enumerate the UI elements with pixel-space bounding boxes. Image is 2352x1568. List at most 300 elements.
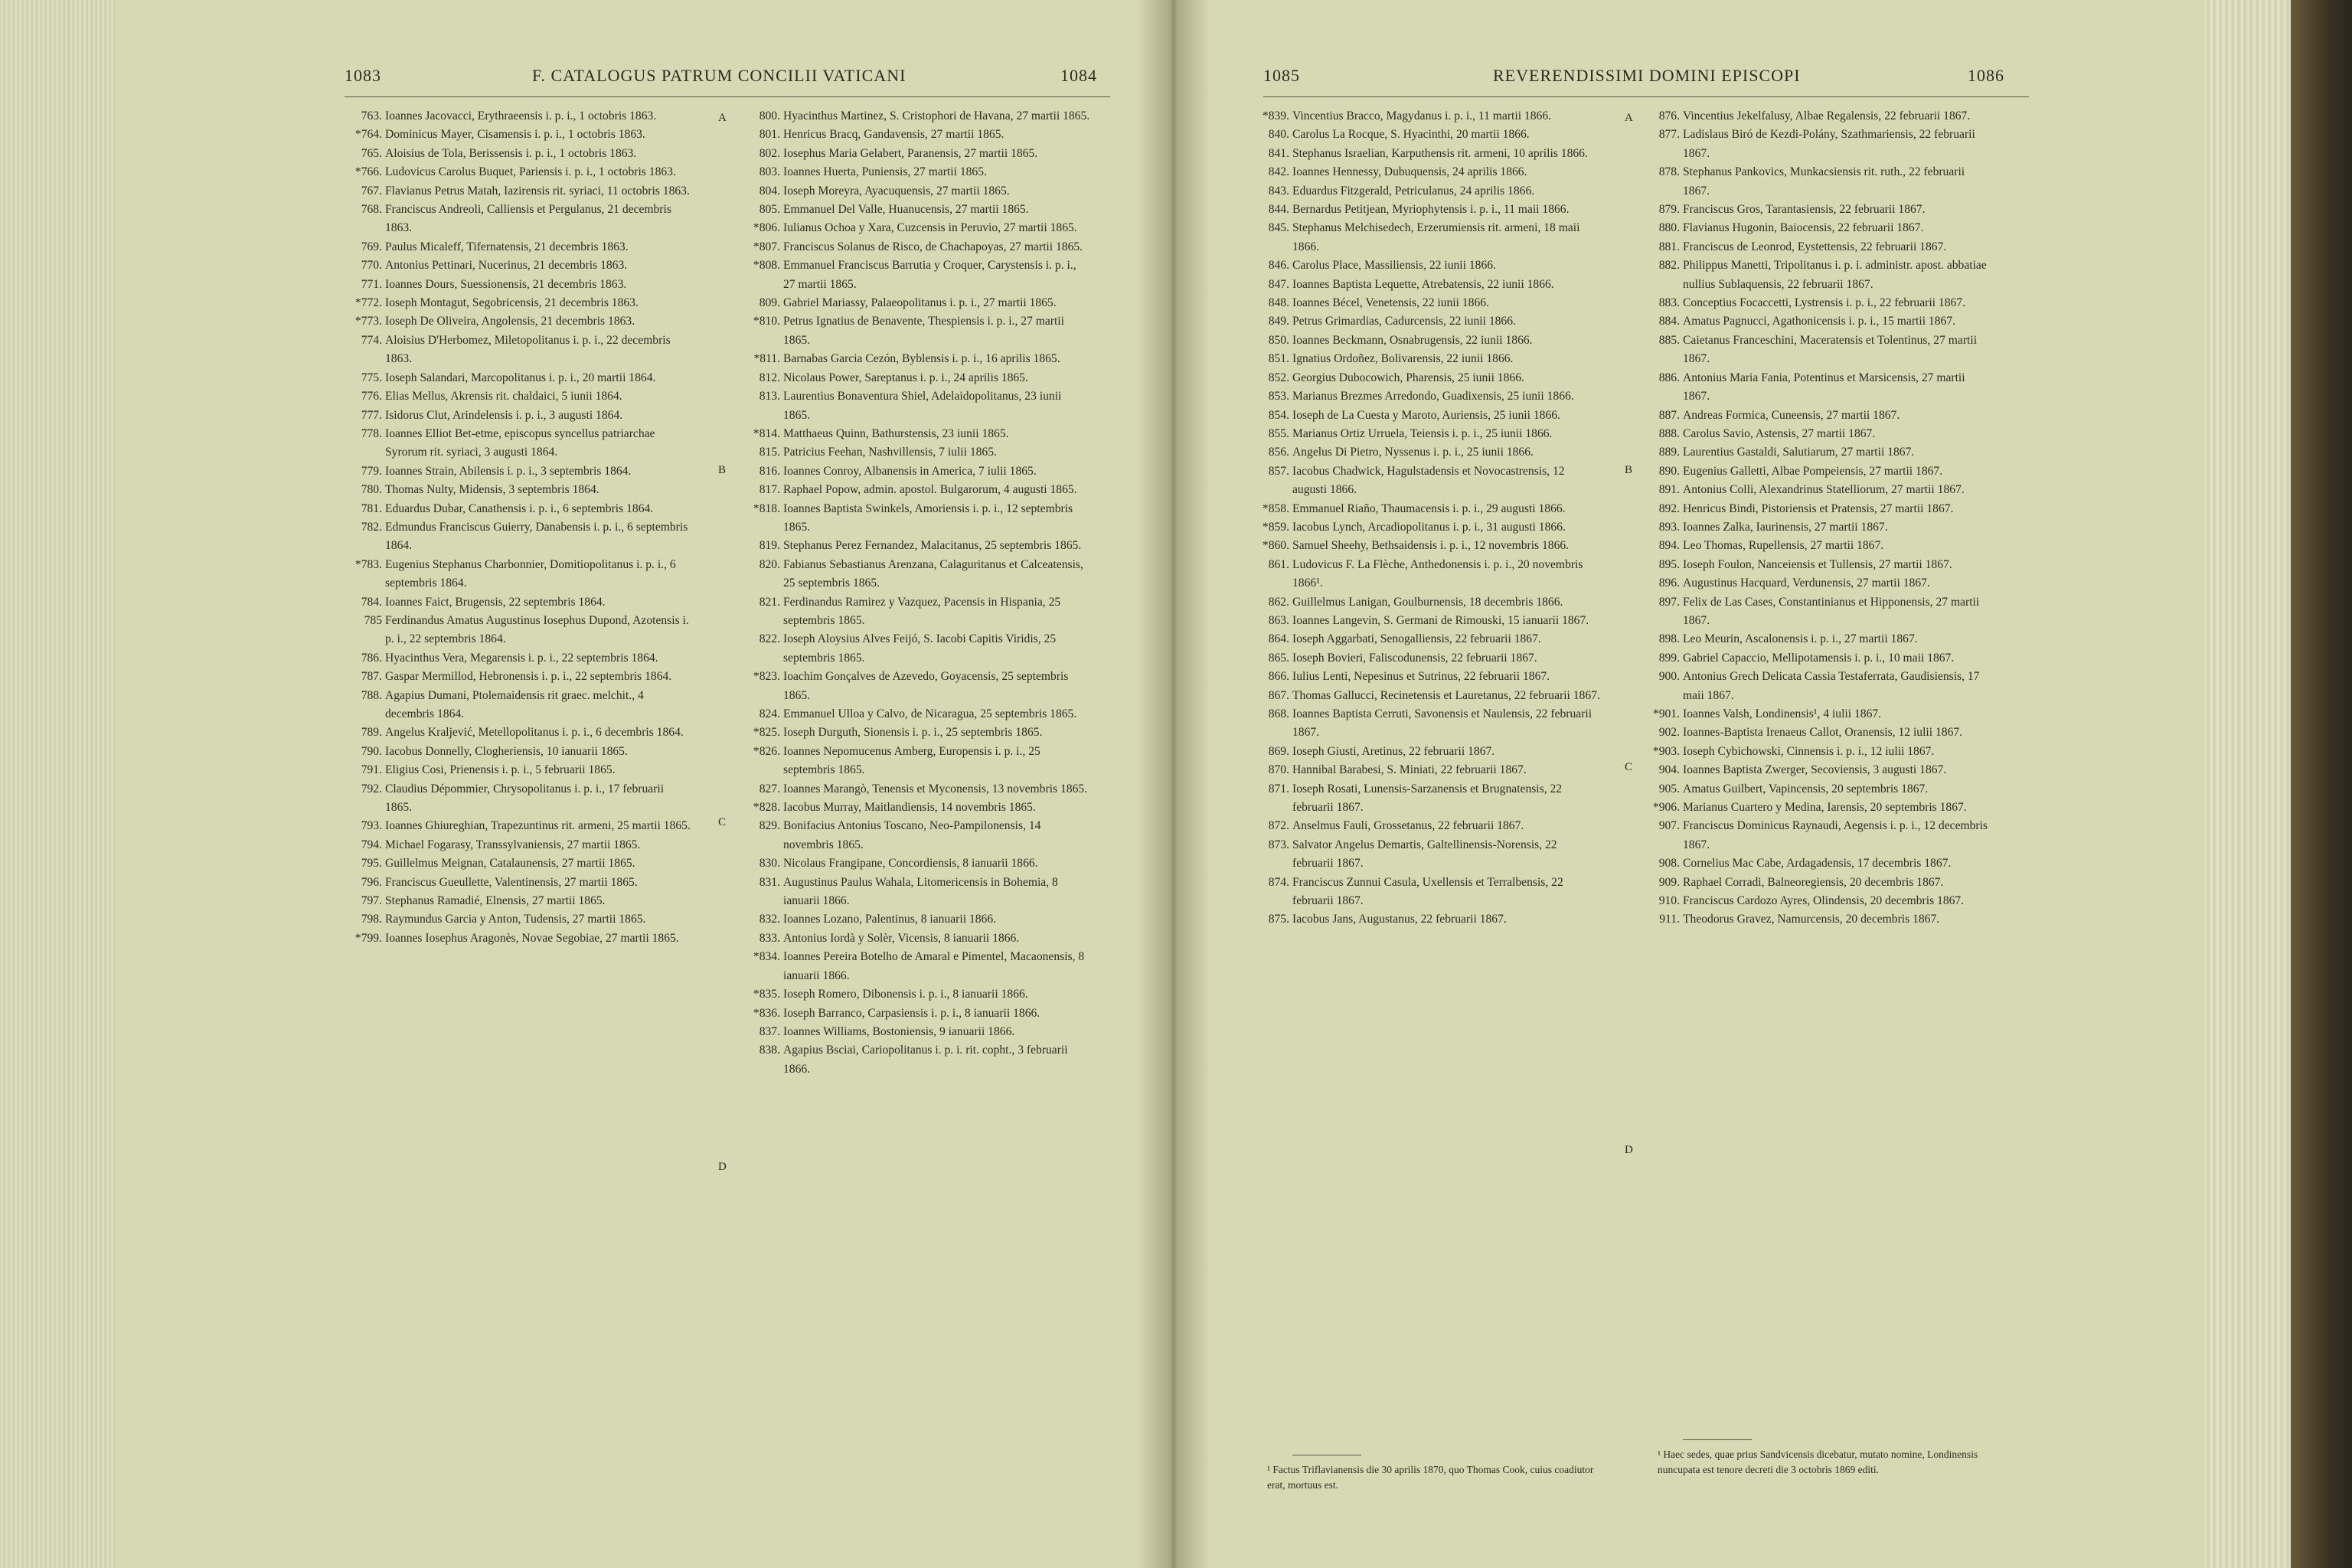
entry-number: 842. [1268,165,1289,179]
entry-number: 856. [1268,446,1289,459]
entry-text: Eugenius Galletti, Albae Pompeiensis, 27 martii 1867. [1683,464,1943,478]
catalog-entry [746,799,1091,817]
entry-number: 780. [361,483,382,497]
entry-number: 809. [759,296,780,310]
catalog-entry [348,126,693,144]
entry-text: Andreas Formica, Cuneensis, 27 martii 1867. [1683,408,1900,422]
entry-text: Ioannes Pereira Botelho de Amaral e Pimentel, Macaonensis, 8 ianuarii 1866. [783,950,1085,982]
entry-text: Flavianus Hugonin, Baiocensis, 22 februarii 1867. [1683,221,1924,235]
catalog-entry [348,425,693,462]
entry-number: 911. [1659,913,1680,926]
entry-number: 910. [1658,894,1680,908]
entry-number: *859. [1262,520,1289,534]
entry-text: Patricius Feehan, Nashvillensis, 7 iulii 1865. [783,446,997,459]
entry-number: 855. [1268,426,1289,440]
catalog-entry [348,107,693,126]
catalog-entry [1646,163,1991,201]
catalog-entry [1256,182,1600,201]
entry-number: 883. [1658,296,1680,310]
catalog-entry [1646,630,1991,648]
entry-number: 852. [1268,371,1289,384]
entry-number: 892. [1658,501,1680,515]
catalog-entry [1256,462,1600,500]
entry-text: Amatus Pagnucci, Agathonicensis i. p. i., 15 martii 1867. [1683,315,1956,328]
entry-text: Raphael Corradi, Balneoregiensis, 20 decembris 1867. [1683,875,1944,889]
entry-number: 862. [1268,595,1289,609]
catalog-entry [348,556,693,593]
entry-number: 798. [361,913,382,926]
catalog-entry [746,724,1091,742]
catalog-entry [1256,593,1600,612]
catalog-entry [348,780,693,818]
entry-text: Ioannes Strain, Abilensis i. p. i., 3 septembris 1864. [385,464,632,478]
entry-text: Theodorus Gravez, Namurcensis, 20 decembris 1867. [1683,913,1940,926]
entry-text: Ioannes Ghiureghian, Trapezuntinus rit. armeni, 25 martii 1865. [385,819,691,833]
entry-number: 849. [1268,315,1289,328]
entry-text: Ioannes-Baptista Irenaeus Callot, Oranensis, 12 iulii 1867. [1683,726,1963,740]
catalog-entry [1646,556,1991,574]
entry-text: Marianus Brezmes Arredondo, Guadixensis, 25 iunii 1866. [1292,390,1574,403]
entry-text: Augustinus Paulus Wahala, Litomericensis in Bohemia, 8 ianuarii 1866. [783,875,1058,908]
entry-text: Marianus Ortiz Urruela, Teiensis i. p. i., 25 iunii 1866. [1292,426,1553,440]
entry-text: Amatus Guilbert, Vapincensis, 20 septembris 1867. [1683,782,1929,795]
catalog-entry [746,705,1091,724]
margin-marker-a-right: A [1625,112,1633,124]
catalog-entry [348,874,693,892]
entry-text: Isidorus Clut, Arindelensis i. p. i., 3 augusti 1864. [385,408,623,422]
entry-text: Ioannes Faict, Brugensis, 22 septembris 1864. [385,595,606,609]
catalog-entry [348,387,693,406]
catalog-entry [746,387,1091,425]
entry-text: Franciscus Andreoli, Calliensis et Pergulanus, 21 decembris 1863. [385,203,671,235]
entry-number: 896. [1658,577,1680,590]
entry-number: 866. [1268,670,1289,684]
catalog-entry [1256,668,1600,686]
entry-text: Iacobus Murray, Maitlandiensis, 14 novembris 1865. [783,801,1036,815]
catalog-entry [1646,369,1991,407]
catalog-entry [348,817,693,835]
entry-text: Franciscus Cardozo Ayres, Olindensis, 20 decembris 1867. [1683,894,1965,908]
entry-text: Gaspar Mermillod, Hebronensis i. p. i., 22 septembris 1864. [385,670,672,684]
entry-number: 853. [1268,390,1289,403]
entry-number: 854. [1268,408,1289,422]
entry-text: Ioseph Cybichowski, Cinnensis i. p. i., 12 iulii 1867. [1683,744,1935,758]
entry-number: 793. [361,819,382,833]
entry-number: *766. [354,165,382,179]
catalog-entry [746,1004,1091,1023]
catalog-entry [1256,743,1600,761]
entry-text: Ioachim Gonçalves de Azevedo, Goyacensis, 25 septembris 1865. [783,670,1069,702]
catalog-entry [348,854,693,873]
entry-text: Stephanus Pankovics, Munkacsiensis rit. ruth., 22 februarii 1867. [1683,165,1965,198]
catalog-entry [348,256,693,275]
entry-number: 802. [759,146,780,160]
entry-text: Iulianus Ochoa y Xara, Cuzcensis in Peruvio, 27 martii 1865. [783,221,1077,235]
entry-text: Nicolaus Frangipane, Concordiensis, 8 ianuarii 1866. [783,857,1038,871]
catalog-entry [1646,537,1991,555]
entry-text: Iacobus Donnelly, Clogheriensis, 10 ianuarii 1865. [385,744,628,758]
catalog-entry [746,238,1091,256]
entry-text: Henricus Bindi, Pistoriensis et Pratensis, 27 martii 1867. [1683,501,1954,515]
catalog-entry [1256,649,1600,668]
entry-text: Ioseph Montagut, Segobricensis, 21 decembris 1863. [385,296,639,310]
entry-number: 769. [361,240,382,253]
entry-text: Carolus La Rocque, S. Hyacinthi, 20 martii 1866. [1292,128,1530,142]
footnote-rule-right [1683,1439,1752,1440]
entry-text: Flavianus Petrus Matah, Iazirensis rit. syriaci, 11 octobris 1863. [385,184,690,198]
entry-text: Ioannes Valsh, Londinensis¹, 4 iulii 1867. [1683,707,1882,720]
entry-number: 850. [1268,333,1289,347]
catalog-entry [1256,332,1600,350]
margin-marker-c-left: C [718,816,727,828]
catalog-entry [1646,761,1991,779]
catalog-entry [1646,910,1991,929]
catalog-entry [348,500,693,518]
entry-number: 908. [1658,857,1680,871]
entry-number: 830. [759,857,780,871]
entry-number: 805. [759,203,780,217]
entry-number: 843. [1268,184,1289,198]
entry-number: 788. [361,688,382,702]
catalog-entry [348,836,693,854]
entry-text: Agapius Bsciai, Cariopolitanus i. p. i. rit. copht., 3 februarii 1866. [783,1044,1068,1076]
catalog-entry [1646,425,1991,443]
catalog-entry [348,481,693,499]
entry-text: Cornelius Mac Cabe, Ardagadensis, 17 decembris 1867. [1683,857,1952,871]
footnote-left: ¹ Factus Triflavianensis die 30 aprilis 1870, quo Thomas Cook, cuius coadiutor erat, mortuus est. [1267,1464,1594,1491]
catalog-entry [348,163,693,181]
entry-number: 863. [1268,613,1289,627]
entry-number: 874. [1268,875,1289,889]
entry-number: 822. [759,632,780,646]
entry-text: Eduardus Dubar, Canathensis i. p. i., 6 septembris 1864. [385,501,654,515]
entry-text: Marianus Cuartero y Medina, Iarensis, 20 septembris 1867. [1683,801,1967,815]
entry-number: 784. [361,595,382,609]
catalog-entry [1646,649,1991,668]
entry-text: Ioannes Marangò, Tenensis et Myconensis, 13 novembris 1865. [783,782,1088,795]
entry-number: 803. [759,165,780,179]
entry-text: Ioseph Romero, Dibonensis i. p. i., 8 ianuarii 1866. [783,988,1028,1001]
catalog-entry [348,687,693,724]
entry-text: Ioannes Baptista Swinkels, Amoriensis i. p. i., 12 septembris 1865. [783,501,1073,534]
catalog-entry [1256,312,1600,331]
entry-number: 815. [759,446,780,459]
catalog-entry [1256,537,1600,555]
catalog-entry [746,425,1091,443]
entry-number: 763. [361,109,382,122]
entry-text: Conceptius Focaccetti, Lystrensis i. p. i., 22 februarii 1867. [1683,296,1965,310]
page-number-1083: 1083 [345,66,381,85]
entry-number: 817. [759,483,780,497]
catalog-entry [746,985,1091,1004]
catalog-entry [1646,892,1991,910]
entry-text: Anselmus Fauli, Grossetanus, 22 februarii 1867. [1292,819,1524,833]
entry-text: Gabriel Mariassy, Palaeopolitanus i. p. i., 27 martii 1865. [783,296,1057,310]
entry-text: Thomas Nulty, Midensis, 3 septembris 1864. [385,483,599,497]
entry-text: Angelus Kraljević, Metellopolitanus i. p. i., 6 decembris 1864. [385,726,684,740]
entry-number: *807. [753,240,780,253]
entry-number: 771. [361,277,382,291]
entry-number: 796. [361,875,382,889]
entry-number: 891. [1658,483,1680,497]
catalog-entry [1646,724,1991,742]
entry-text: Antonius Iordà y Solèr, Vicensis, 8 ianuarii 1866. [783,931,1020,945]
catalog-entry [1646,407,1991,425]
entry-text: Ioannes Hennessy, Dubuquensis, 24 aprilis 1866. [1292,165,1527,179]
entry-text: Antonius Pettinari, Nucerinus, 21 decembris 1863. [385,259,628,273]
entry-text: Salvator Angelus Demartis, Galtellinensis-Norensis, 22 februarii 1867. [1292,838,1557,871]
entry-text: Ioannes Williams, Bostoniensis, 9 ianuarii 1866. [783,1024,1015,1038]
entry-text: Eugenius Stephanus Charbonnier, Domitiopolitanus i. p. i., 6 septembris 1864. [385,557,676,590]
catalog-entry [746,107,1091,126]
catalog-entry [1646,874,1991,892]
catalog-entry [746,462,1091,481]
entry-number: 821. [759,595,780,609]
catalog-entry [1646,443,1991,462]
entry-text: Franciscus Solanus de Risco, de Chachapoyas, 27 martii 1865. [783,240,1083,253]
entry-number: *860. [1262,539,1289,553]
entry-text: Ioseph De Oliveira, Angolensis, 21 decembris 1863. [385,315,635,328]
right-page-column-2 [1646,107,1991,929]
catalog-entry [348,929,693,948]
entry-number: *839. [1262,109,1289,122]
entry-number: 781. [361,501,382,515]
entry-text: Hannibal Barabesi, S. Miniati, 22 februarii 1867. [1292,763,1527,777]
entry-number: *901. [1652,707,1680,720]
entry-text: Nicolaus Power, Sareptanus i. p. i., 24 aprilis 1865. [783,371,1028,384]
entry-number: 875. [1268,913,1289,926]
entry-number: 794. [361,838,382,851]
entry-number: *783. [354,557,382,571]
catalog-entry [1646,462,1991,481]
entry-text: Angelus Di Pietro, Nyssenus i. p. i., 25 iunii 1866. [1292,446,1534,459]
entry-number: 907. [1658,819,1680,833]
entry-text: Eligius Cosi, Prienensis i. p. i., 5 februarii 1865. [385,763,616,777]
left-page-column-1 [348,107,693,948]
entry-text: Stephanus Israelian, Karputhensis rit. armeni, 10 aprilis 1866. [1292,146,1588,160]
entry-number: 776. [361,390,382,403]
entry-number: 829. [759,819,780,833]
entry-text: Ioseph Moreyra, Ayacuquensis, 27 martii 1865. [783,184,1010,198]
catalog-entry [746,593,1091,631]
entry-text: Ioannes Beckmann, Osnabrugensis, 22 iunii 1866. [1292,333,1533,347]
entry-text: Carolus Savio, Astensis, 27 martii 1867. [1683,426,1876,440]
entry-number: 889. [1658,446,1680,459]
entry-text: Ioannes Bécel, Venetensis, 22 iunii 1866. [1292,296,1489,310]
entry-text: Raphael Popow, admin. apostol. Bulgarorum, 4 augusti 1865. [783,483,1077,497]
entry-number: 844. [1268,203,1289,217]
entry-number: 790. [361,744,382,758]
entry-number: 797. [361,894,382,908]
catalog-entry [1646,332,1991,369]
entry-text: Stephanus Ramadié, Elnensis, 27 martii 1865. [385,894,606,908]
catalog-entry [348,892,693,910]
entry-text: Ladislaus Biró de Kezdi-Polány, Szathmariensis, 22 februarii 1867. [1683,128,1975,160]
catalog-entry [1646,574,1991,593]
catalog-entry [1256,817,1600,835]
entry-number: *806. [753,221,780,235]
entry-text: Edmundus Franciscus Guierry, Danabensis i. p. i., 6 septembris 1864. [385,520,688,553]
entry-number: 786. [361,651,382,665]
catalog-entry [746,126,1091,144]
entry-number: 878. [1658,165,1680,179]
entry-number: 770. [361,259,382,273]
entry-text: Ludovicus F. La Flèche, Anthedonensis i. p. i., 20 novembris 1866¹. [1292,557,1583,590]
catalog-entry [348,294,693,312]
margin-marker-c-right: C [1625,761,1633,773]
entry-number: 831. [759,875,780,889]
margin-marker-d-left: D [718,1161,727,1173]
catalog-entry [746,182,1091,201]
catalog-entry [746,630,1091,668]
entry-text: Bernardus Petitjean, Myriophytensis i. p. i., 11 maii 1866. [1292,203,1570,217]
catalog-entry [1256,256,1600,275]
entry-number: 871. [1268,782,1289,795]
entry-text: Vincentius Jekelfalusy, Albae Regalensis, 22 februarii 1867. [1683,109,1971,122]
entry-number: 861. [1268,557,1289,571]
entry-number: 897. [1658,595,1680,609]
catalog-entry [1646,780,1991,799]
entry-text: Emmanuel Del Valle, Huanucensis, 27 martii 1865. [783,203,1029,217]
entry-number: *826. [753,744,780,758]
entry-number: 880. [1658,221,1680,235]
entry-text: Ioannes Dours, Suessionensis, 21 decembris 1863. [385,277,627,291]
catalog-entry [746,874,1091,911]
entry-text: Eduardus Fitzgerald, Petriculanus, 24 aprilis 1866. [1292,184,1535,198]
catalog-entry [746,1041,1091,1079]
entry-text: Ioannes Huerta, Puniensis, 27 martii 1865. [783,165,987,179]
entry-text: Ioseph Aggarbati, Senogalliensis, 22 februarii 1867. [1292,632,1541,646]
entry-text: Iulius Lenti, Nepesinus et Sutrinus, 22 februarii 1867. [1292,670,1550,684]
entry-number: 877. [1658,128,1680,142]
entry-text: Franciscus de Leonrod, Eystettensis, 22 februarii 1867. [1683,240,1947,253]
catalog-entry [1646,107,1991,126]
entry-number: 801. [759,128,780,142]
entry-text: Philippus Manetti, Tripolitanus i. p. i. administr. apost. abbatiae nullius Sublaquensis, 22 februarii 1867. [1683,259,1987,291]
catalog-entry [348,332,693,369]
entry-text: Claudius Dépommier, Chrysopolitanus i. p. i., 17 februarii 1865. [385,782,665,815]
entry-number: 765. [361,146,382,160]
entry-number: 884. [1658,315,1680,328]
entry-number: 879. [1658,203,1680,217]
entry-text: Ioseph Rosati, Lunensis-Sarzanensis et Brugnatensis, 22 februarii 1867. [1292,782,1563,815]
catalog-entry [1256,276,1600,294]
catalog-entry [746,481,1091,499]
catalog-entry [1256,425,1600,443]
margin-marker-b-left: B [718,464,727,476]
entry-text: Aloisius de Tola, Berissensis i. p. i., 1 octobris 1863. [385,146,637,160]
page-number-1085: 1085 [1263,66,1300,85]
entry-number: 895. [1658,557,1680,571]
entry-number: *811. [753,352,780,366]
catalog-entry [348,910,693,929]
entry-number: *810. [753,315,780,328]
entry-number: 841. [1268,146,1289,160]
entry-number: 840. [1268,128,1289,142]
entry-number: 857. [1268,464,1289,478]
right-page-column-1 [1256,107,1600,929]
entry-text: Agapius Dumani, Ptolemaidensis rit graec. melchit., 4 decembris 1864. [385,688,644,720]
entry-text: Emmanuel Riaño, Thaumacensis i. p. i., 29 augusti 1866. [1292,501,1566,515]
entry-number: 789. [361,726,382,740]
catalog-entry [348,612,693,649]
entry-text: Franciscus Dominicus Raynaudi, Aegensis i. p. i., 12 decembris 1867. [1683,819,1988,851]
entry-number: 890. [1658,464,1680,478]
entry-number: 812. [759,371,780,384]
entry-number: 827. [759,782,780,795]
catalog-entry [1256,687,1600,705]
catalog-entry [746,556,1091,593]
entry-number: 778. [361,426,382,440]
entry-text: Ioseph Giusti, Aretinus, 22 februarii 1867. [1292,744,1495,758]
catalog-entry [1256,201,1600,219]
entry-text: Felix de Las Cases, Constantinianus et Hipponensis, 27 martii 1867. [1683,595,1980,627]
entry-number: 837. [759,1024,780,1038]
catalog-entry [1256,443,1600,462]
margin-marker-d-right: D [1625,1144,1633,1156]
entry-number: *858. [1262,501,1289,515]
entry-number: 768. [361,203,382,217]
entry-number: 782. [361,520,382,534]
entry-number: 847. [1268,277,1289,291]
entry-number: *818. [753,501,780,515]
entry-text: Thomas Gallucci, Recinetensis et Lauretanus, 22 februarii 1867. [1292,688,1600,702]
entry-text: Ferdinandus Amatus Augustinus Iosephus Dupond, Azotensis i. p. i., 22 septembris 1864. [385,613,689,646]
catalog-entry [348,407,693,425]
entry-text: Guillelmus Lanigan, Goulburnensis, 18 decembris 1866. [1292,595,1563,609]
entry-number: 864. [1268,632,1289,646]
catalog-entry [746,854,1091,873]
entry-number: *814. [753,426,780,440]
entry-number: *764. [354,128,382,142]
entry-number: 870. [1268,763,1289,777]
catalog-entry [746,668,1091,705]
catalog-entry [1256,612,1600,630]
entry-number: *823. [753,670,780,684]
entry-text: Franciscus Gros, Tarantasiensis, 22 februarii 1867. [1683,203,1926,217]
catalog-entry [1646,256,1991,294]
catalog-entry [1646,312,1991,331]
entry-number: 775. [361,371,382,384]
catalog-entry [1646,481,1991,499]
entry-number: 792. [361,782,382,795]
catalog-entry [1256,874,1600,911]
entry-text: Franciscus Zunnui Casula, Uxellensis et Terralbensis, 22 februarii 1867. [1292,875,1563,908]
catalog-entry [1646,294,1991,312]
entry-text: Georgius Dubocowich, Pharensis, 25 iunii 1866. [1292,371,1524,384]
entry-text: Ioannes Conroy, Albanensis in America, 7 iulii 1865. [783,464,1037,478]
entry-number: 886. [1658,371,1680,384]
entry-text: Petrus Grimardias, Cadurcensis, 22 iunii 1866. [1292,315,1516,328]
catalog-entry [348,761,693,779]
entry-number: 869. [1268,744,1289,758]
entry-number: 904. [1658,763,1680,777]
entry-number: 876. [1658,109,1680,122]
entry-number: *828. [753,801,780,815]
catalog-entry [746,910,1091,929]
catalog-entry [1646,854,1991,873]
entry-number: 865. [1268,651,1289,665]
entry-text: Dominicus Mayer, Cisamensis i. p. i., 1 octobris 1863. [385,128,645,142]
entry-number: 779. [361,464,382,478]
entry-number: 816. [759,464,780,478]
catalog-entry [1256,126,1600,144]
catalog-entry [746,350,1091,368]
catalog-entry [1256,836,1600,874]
entry-text: Caietanus Franceschini, Maceratensis et Tolentinus, 27 martii 1867. [1683,333,1978,366]
catalog-entry [746,443,1091,462]
catalog-entry [746,145,1091,163]
